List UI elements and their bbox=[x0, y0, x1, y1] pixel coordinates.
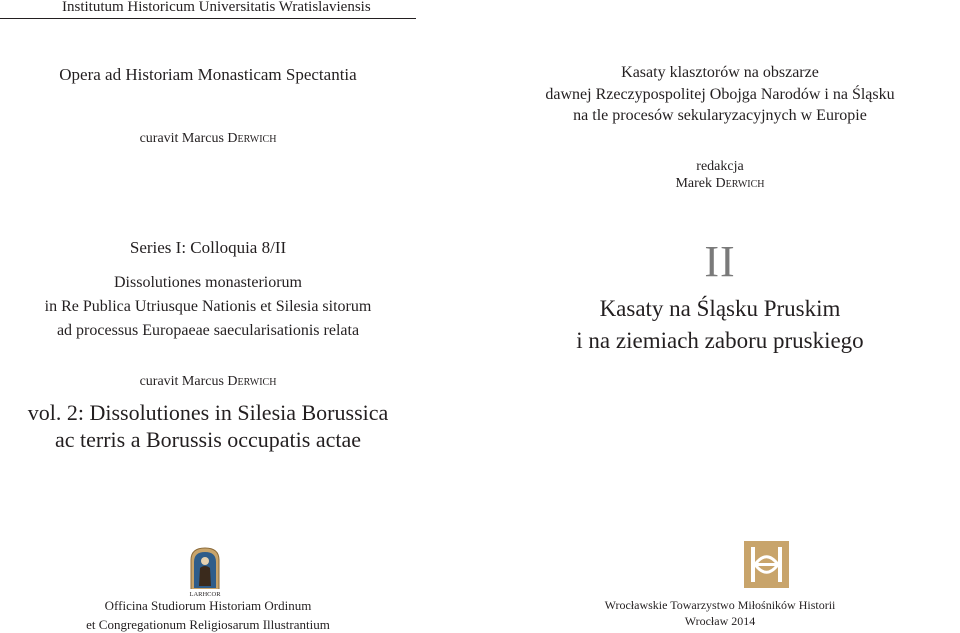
publisher-name: Wrocławskie Towarzystwo Miłośników Historii bbox=[604, 598, 836, 612]
monk-figure-logo bbox=[188, 546, 222, 598]
redakcja-label: redakcja bbox=[696, 159, 744, 174]
editor-surname: Derwich bbox=[715, 176, 765, 191]
volume-title-line-2: i na ziemiach zaboru pruskiego bbox=[576, 328, 864, 353]
editor-first-name: Marek bbox=[675, 176, 713, 191]
editor-name bbox=[480, 176, 960, 192]
place-year: Wrocław 2014 bbox=[684, 614, 756, 628]
volume-title-line-1: Kasaty na Śląsku Pruskim bbox=[599, 296, 841, 321]
dissolutiones-line-1: Dissolutiones monasteriorum bbox=[114, 274, 302, 291]
series-title: Opera ad Historiam Monasticam Spectantia bbox=[59, 65, 357, 84]
volume-editor bbox=[0, 374, 416, 390]
latin-volume-title-line-2: ac terris a Borussis occupatis actae bbox=[54, 427, 362, 452]
publisher-line-1: Officina Studiorum Historiam Ordinum bbox=[104, 598, 312, 613]
institute-name: Institutum Historicum Universitatis Wratislaviensis bbox=[62, 0, 371, 15]
curavit-label: curavit Marcus bbox=[139, 131, 224, 146]
header-rule bbox=[0, 18, 416, 19]
right-title-page bbox=[480, 0, 960, 633]
editor-surname: Derwich bbox=[227, 374, 277, 389]
volume-numeral: II bbox=[704, 237, 736, 286]
book-title-line-2: dawnej Rzeczypospolitej Obojga Narodów i na Śląsku bbox=[545, 86, 895, 103]
dissolutiones-line-2: in Re Publica Utriusque Nationis et Silesia sitorum bbox=[44, 298, 372, 315]
book-title-line-1: Kasaty klasztorów na obszarze bbox=[621, 64, 819, 81]
logo-lettering: LARHCOR bbox=[189, 591, 221, 598]
editor-surname: Derwich bbox=[227, 131, 277, 146]
wtmh-monogram-logo bbox=[744, 541, 789, 588]
dissolutiones-line-3: ad processus Europaeae saecularisationis relata bbox=[56, 322, 360, 339]
series-editor bbox=[0, 131, 416, 147]
publisher-line-2: et Congregationum Religiosarum Illustrantium bbox=[86, 617, 330, 632]
series-number: Series I: Colloquia 8/II bbox=[129, 238, 287, 257]
book-title-line-3: na tle procesów sekularyzacyjnych w Europie bbox=[573, 107, 867, 124]
latin-volume-title-line-1: vol. 2: Dissolutiones in Silesia Borussica bbox=[27, 400, 389, 425]
curavit-label: curavit Marcus bbox=[139, 374, 224, 389]
